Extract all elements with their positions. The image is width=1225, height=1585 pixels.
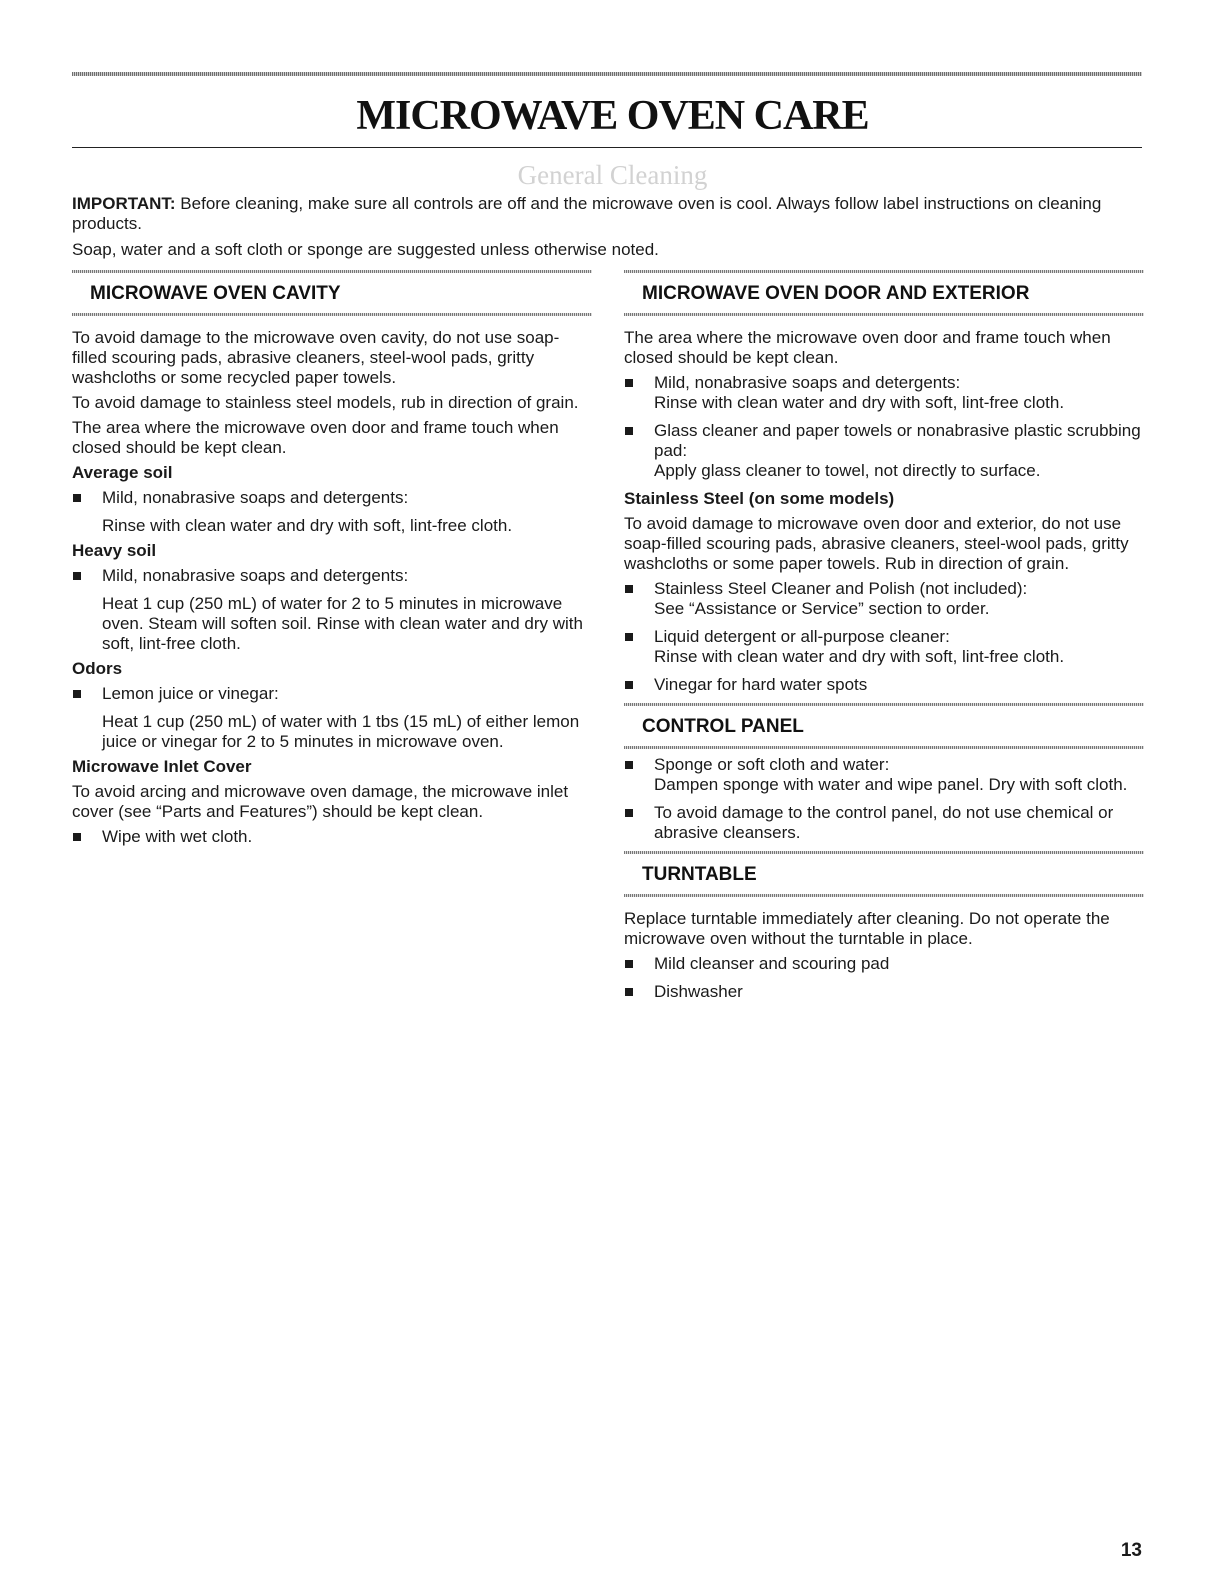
dotted-rule (72, 313, 592, 316)
list-item (72, 488, 592, 508)
stainless-text: To avoid damage to microwave oven door and exterior, do not use soap-filled scouring pads, abrasive cleaners, steel-wool pads, gritty washcloths or some paper towels. Rub in direction of grain. (624, 514, 1129, 573)
odors-label: Odors (72, 659, 123, 678)
section-title: General Cleaning (517, 160, 708, 190)
list-item-detail: Apply glass cleaner to towel, not directly to surface. (654, 461, 1041, 480)
list-item (72, 684, 592, 704)
list-item-text: To avoid damage to the control panel, do not use chemical or abrasive cleansers. (654, 803, 1114, 842)
bullet-icon (73, 690, 81, 698)
list-item (624, 982, 1144, 1002)
bullet-icon (625, 633, 633, 641)
inlet-cover-text: To avoid arcing and microwave oven damage, the microwave inlet cover (see “Parts and Features”) should be kept clean. (72, 782, 569, 821)
list-item-detail: Rinse with clean water and dry with soft, lint-free cloth. (654, 647, 1065, 666)
bullet-icon (73, 494, 81, 502)
control-panel-list (624, 755, 1144, 843)
average-soil-label: Average soil (72, 463, 173, 482)
important-note (72, 194, 1132, 234)
heavy-soil-detail: Heat 1 cup (250 mL) of water for 2 to 5 minutes in microwave oven. Steam will soften soil. Rinse with clean water and dry with soft, lint-free cloth. (102, 594, 583, 653)
list-item-text: Dishwasher (654, 982, 743, 1001)
turntable-heading: TURNTABLE (642, 864, 757, 885)
list-item-detail: Dampen sponge with water and wipe panel. Dry with soft cloth. (654, 775, 1128, 794)
page-number: 13 (1120, 1540, 1142, 1561)
cavity-paragraph: The area where the microwave oven door and frame touch when closed should be kept clean. (72, 418, 559, 457)
right-column (624, 270, 1144, 1010)
bullet-icon (625, 585, 633, 593)
list-item-text: Mild, nonabrasive soaps and detergents: (102, 566, 409, 585)
list-item-text: Mild, nonabrasive soaps and detergents: (654, 373, 961, 392)
list-item (624, 954, 1144, 974)
odors-detail: Heat 1 cup (250 mL) of water with 1 tbs (15 mL) of either lemon juice or vinegar for 2 to 5 minutes in microwave oven. (102, 712, 580, 751)
inlet-cover-label: Microwave Inlet Cover (72, 757, 252, 776)
dotted-rule (624, 313, 1144, 316)
inlet-cover-list (72, 827, 592, 847)
turntable-paragraph: Replace turntable immediately after cleaning. Do not operate the microwave oven without the turntable in place. (624, 909, 1110, 948)
heavy-soil-label: Heavy soil (72, 541, 157, 560)
turntable-list (624, 954, 1144, 1002)
cavity-paragraph: To avoid damage to the microwave oven cavity, do not use soap-filled scouring pads, abrasive cleaners, steel-wool pads, gritty washcloths or some recycled paper towels. (72, 328, 560, 387)
control-panel-heading: CONTROL PANEL (642, 716, 804, 737)
bullet-icon (625, 960, 633, 968)
bullet-icon (625, 761, 633, 769)
bullet-icon (625, 681, 633, 689)
intro-text: Soap, water and a soft cloth or sponge are suggested unless otherwise noted. (72, 240, 659, 259)
bullet-icon (73, 833, 81, 841)
average-soil-list (72, 488, 592, 508)
list-item-text: Wipe with wet cloth. (102, 827, 253, 846)
heavy-soil-list (72, 566, 592, 586)
bullet-icon (625, 427, 633, 435)
list-item (624, 755, 1144, 795)
dotted-rule (624, 894, 1144, 897)
left-column (72, 270, 592, 855)
list-item-text: Liquid detergent or all-purpose cleaner: (654, 627, 950, 646)
bullet-icon (625, 809, 633, 817)
list-item (72, 827, 592, 847)
bullet-icon (73, 572, 81, 580)
title-rule (72, 147, 1142, 148)
important-label: IMPORTANT: (72, 194, 176, 213)
stainless-label: Stainless Steel (on some models) (624, 489, 895, 508)
list-item (624, 803, 1144, 843)
cavity-paragraph: To avoid damage to stainless steel models, rub in direction of grain. (72, 393, 579, 412)
list-item (624, 421, 1144, 481)
average-soil-detail: Rinse with clean water and dry with soft, lint-free cloth. (102, 516, 513, 535)
cavity-heading: MICROWAVE OVEN CAVITY (90, 283, 341, 304)
intro (72, 194, 1132, 266)
list-item (624, 675, 1144, 695)
list-item (624, 373, 1144, 413)
page-title: MICROWAVE OVEN CARE (356, 93, 869, 139)
top-dotted-rule (72, 72, 1142, 76)
list-item-detail: See “Assistance or Service” section to order. (654, 599, 990, 618)
list-item-text: Vinegar for hard water spots (654, 675, 868, 694)
list-item-text: Mild, nonabrasive soaps and detergents: (102, 488, 409, 507)
bullet-icon (625, 988, 633, 996)
list-item-text: Sponge or soft cloth and water: (654, 755, 890, 774)
list-item-text: Mild cleanser and scouring pad (654, 954, 890, 973)
important-text: Before cleaning, make sure all controls are off and the microwave oven is cool. Always follow label instructions on cleaning products. (72, 194, 1102, 233)
bullet-icon (625, 379, 633, 387)
odors-list (72, 684, 592, 704)
list-item (624, 627, 1144, 667)
list-item-text: Stainless Steel Cleaner and Polish (not included): (654, 579, 1028, 598)
list-item-text: Glass cleaner and paper towels or nonabrasive plastic scrubbing pad: (654, 421, 1141, 460)
door-heading: MICROWAVE OVEN DOOR AND EXTERIOR (642, 283, 1030, 304)
list-item-text: Lemon juice or vinegar: (102, 684, 279, 703)
list-item (624, 579, 1144, 619)
door-paragraph: The area where the microwave oven door and frame touch when closed should be kept clean. (624, 328, 1111, 367)
list-item-detail: Rinse with clean water and dry with soft, lint-free cloth. (654, 393, 1065, 412)
list-item (72, 566, 592, 586)
stainless-list (624, 579, 1144, 695)
door-list (624, 373, 1144, 481)
